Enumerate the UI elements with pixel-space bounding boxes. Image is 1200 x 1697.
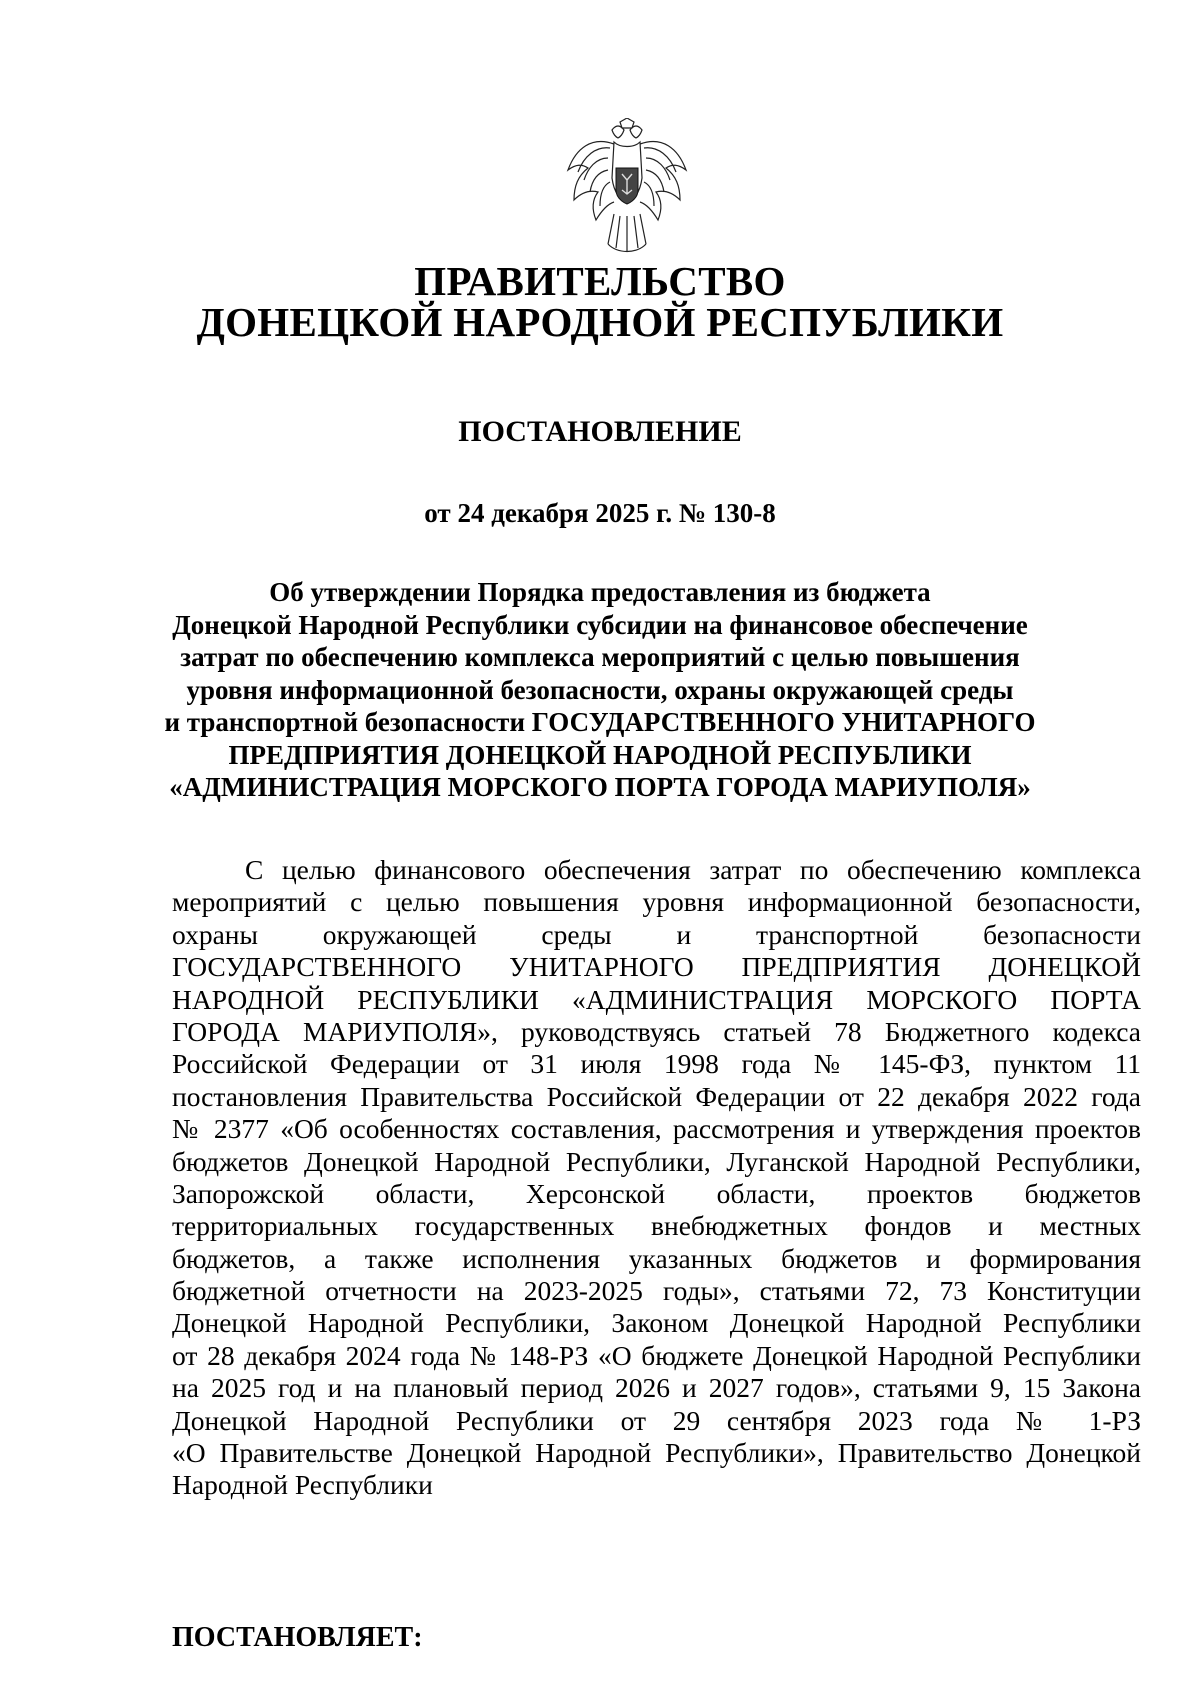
preamble-paragraph xyxy=(172,854,1141,1502)
decree-subject xyxy=(130,576,1070,804)
subject-line: «АДМИНИСТРАЦИЯ МОРСКОГО ПОРТА ГОРОДА МАРИУПОЛЯ» xyxy=(169,772,1031,802)
paragraph-line: Донецкой Народной Республики от 29 сентября 2023 года № 1-РЗ xyxy=(172,1404,1141,1436)
subject-line: уровня информационной безопасности, охраны окружающей среды xyxy=(186,674,1014,705)
paragraph-line: Запорожской области, Херсонской области, проектов бюджетов xyxy=(172,1177,1141,1209)
paragraph-line: НАРОДНОЙ РЕСПУБЛИКИ «АДМИНИСТРАЦИЯ МОРСКОГО ПОРТА xyxy=(172,983,1141,1015)
double-headed-eagle-coat-of-arms-icon xyxy=(562,118,692,263)
paragraph-line: мероприятий с целью повышения уровня информационной безопасности, xyxy=(172,886,1141,918)
paragraph-line: от 28 декабря 2024 года № 148-РЗ «О бюджете Донецкой Народной Республики xyxy=(172,1339,1141,1371)
decree-date-number: от 24 декабря 2025 г. № 130-8 xyxy=(424,498,776,528)
subject-line: Донецкой Народной Республики субсидии на финансовое обеспечение xyxy=(172,609,1028,640)
paragraph-line: «О Правительстве Донецкой Народной Республики», Правительство Донецкой xyxy=(172,1437,1141,1469)
paragraph-line: ГОСУДАРСТВЕННОГО УНИТАРНОГО ПРЕДПРИЯТИЯ ДОНЕЦКОЙ xyxy=(172,951,1141,983)
government-title-line2: ДОНЕЦКОЙ НАРОДНОЙ РЕСПУБЛИКИ xyxy=(196,299,1004,345)
paragraph-line: С целью финансового обеспечения затрат по обеспечению комплекса xyxy=(245,854,1141,885)
paragraph-line: охраны окружающей среды и транспортной безопасности xyxy=(172,918,1141,950)
subject-line: Об утверждении Порядка предоставления из бюджета xyxy=(269,577,931,607)
document-type: ПОСТАНОВЛЕНИЕ xyxy=(458,415,742,448)
paragraph-line: бюджетной отчетности на 2023-2025 годы», статьями 72, 73 Конституции xyxy=(172,1275,1141,1307)
paragraph-line: Народной Республики xyxy=(172,1469,433,1501)
paragraph-line: на 2025 год и на плановый период 2026 и 2027 годов», статьями 9, 15 Закона xyxy=(172,1372,1141,1404)
paragraph-line: ГОРОДА МАРИУПОЛЯ», руководствуясь статьей 78 Бюджетного кодекса xyxy=(172,1015,1141,1047)
paragraph-line: Российской Федерации от 31 июля 1998 года № 145-ФЗ, пунктом 11 xyxy=(172,1048,1141,1080)
paragraph-line: территориальных государственных внебюджетных фондов и местных xyxy=(172,1210,1141,1242)
paragraph-line: № 2377 «Об особенностях составления, рассмотрения и утверждения проектов xyxy=(172,1113,1141,1145)
subject-line: ПРЕДПРИЯТИЯ ДОНЕЦКОЙ НАРОДНОЙ РЕСПУБЛИКИ xyxy=(228,739,972,770)
subject-line: затрат по обеспечению комплекса мероприятий с целью повышения xyxy=(180,642,1020,672)
government-title-line1: ПРАВИТЕЛЬСТВО xyxy=(414,258,786,304)
subject-line: и транспортной безопасности ГОСУДАРСТВЕННОГО УНИТАРНОГО xyxy=(164,707,1036,737)
resolves-heading: ПОСТАНОВЛЯЕТ: xyxy=(172,1622,423,1653)
paragraph-line: постановления Правительства Российской Федерации от 22 декабря 2022 года xyxy=(172,1080,1141,1112)
paragraph-line: бюджетов, а также исполнения указанных бюджетов и формирования xyxy=(172,1242,1141,1274)
paragraph-line: бюджетов Донецкой Народной Республики, Луганской Народной Республики, xyxy=(172,1145,1141,1177)
paragraph-line: Донецкой Народной Республики, Законом Донецкой Народной Республики xyxy=(172,1307,1141,1339)
